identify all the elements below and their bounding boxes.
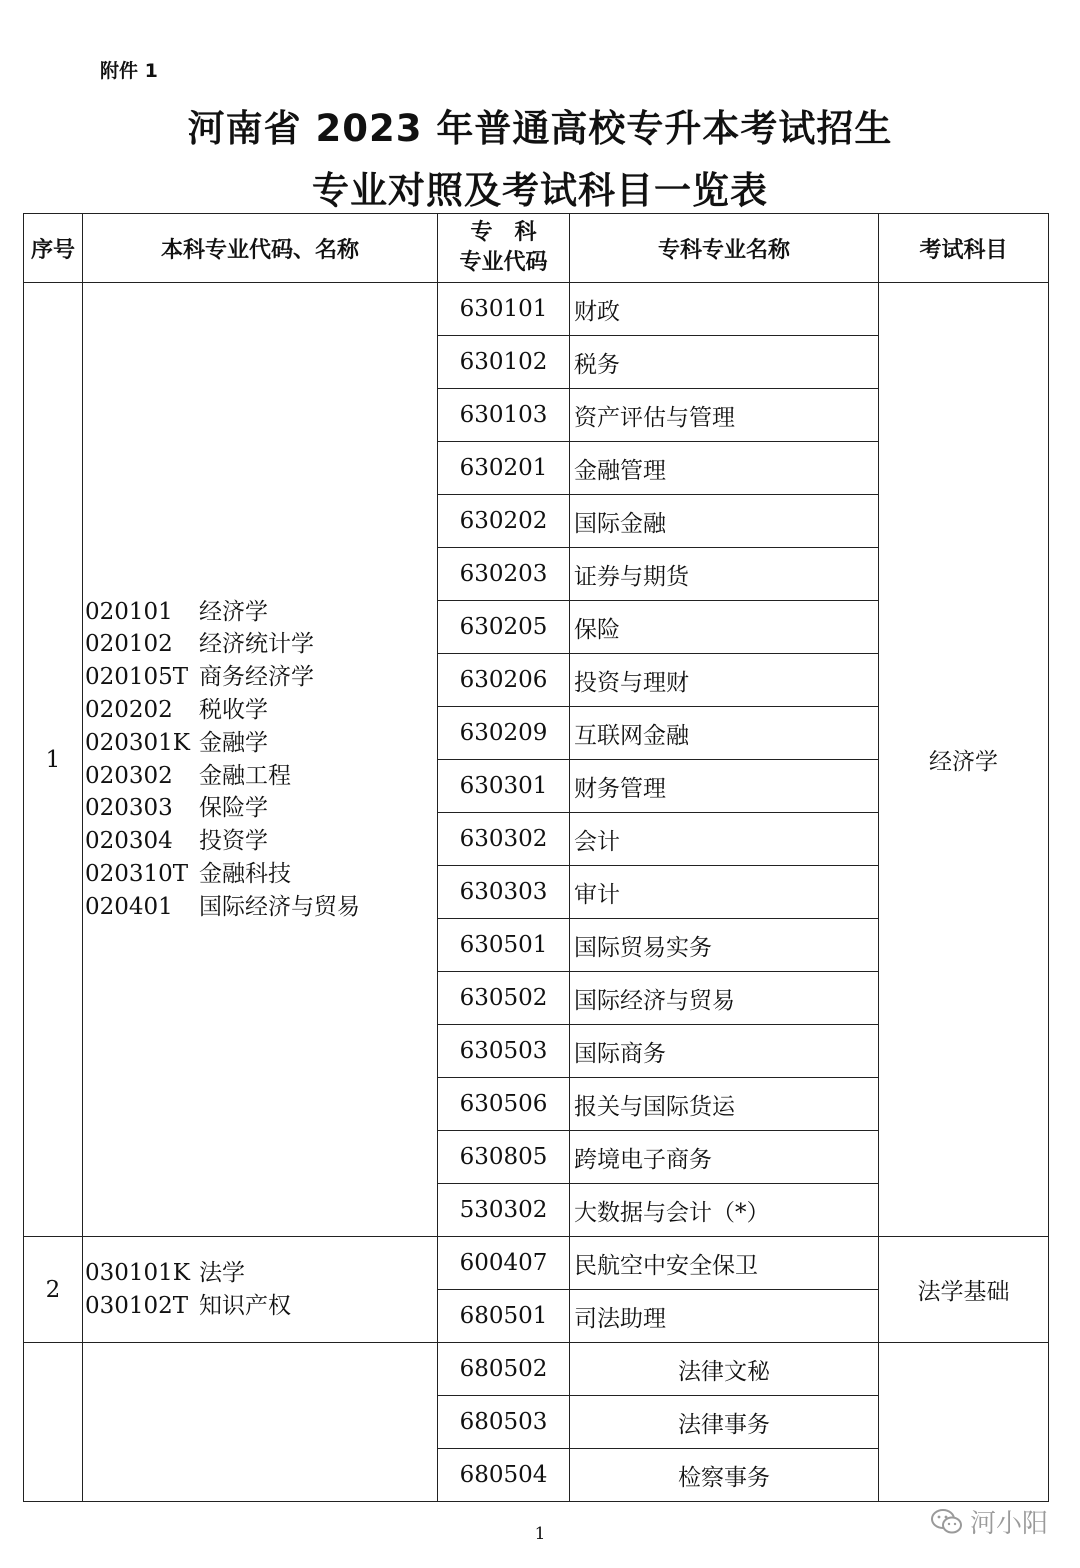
bachelor-major-item [85,661,437,694]
bachelor-majors-cell [83,1237,438,1343]
junior-major-code: 600407 [438,1237,570,1290]
bachelor-major-name: 金融工程 [199,762,291,789]
junior-major-name: 保险 [570,601,879,654]
page-number: 1 [534,1524,546,1544]
junior-major-code: 630301 [438,760,570,813]
bachelor-major-code: 020101 [85,598,173,625]
junior-major-name: 司法助理 [570,1290,879,1343]
bachelor-majors-cell [83,1343,438,1502]
bachelor-major-item [85,760,437,793]
exam-subject-cell: 经济学 [879,283,1049,1237]
bachelor-major-name: 投资学 [199,828,268,855]
bachelor-major-code: 020202 [85,696,173,723]
bachelor-major-name: 法学 [199,1259,245,1286]
bachelor-major-code: 020304 [85,828,173,855]
wechat-icon [930,1508,964,1536]
junior-major-code: 680504 [438,1449,570,1502]
junior-major-name: 互联网金融 [570,707,879,760]
bachelor-major-code: 020310T [85,860,189,887]
table-row [24,283,1049,336]
junior-major-name: 国际经济与贸易 [570,972,879,1025]
header-junior-name: 专科专业名称 [570,214,879,283]
junior-major-code: 680502 [438,1343,570,1396]
junior-major-code: 630302 [438,813,570,866]
major-table [23,213,1049,1502]
junior-major-name: 金融管理 [570,442,879,495]
junior-major-name: 财政 [570,283,879,336]
junior-major-name: 国际金融 [570,495,879,548]
header-junior-code-line1: 专 科 [470,220,537,245]
page-title-line1: 河南省 2023 年普通高校专升本考试招生 [187,107,893,150]
junior-major-name: 税务 [570,336,879,389]
bachelor-major-code: 020102 [85,631,173,658]
junior-major-name: 资产评估与管理 [570,389,879,442]
junior-major-name: 民航空中安全保卫 [570,1237,879,1290]
table-header-row [24,214,1049,283]
bachelor-major-name: 税收学 [199,696,268,723]
junior-major-code: 630502 [438,972,570,1025]
junior-major-code: 630503 [438,1025,570,1078]
bachelor-major-name: 经济统计学 [199,631,314,658]
junior-major-code: 630501 [438,919,570,972]
junior-major-code: 630805 [438,1131,570,1184]
bachelor-major-name: 经济学 [199,598,268,625]
exam-subject-cell [879,1343,1049,1502]
junior-major-name: 跨境电子商务 [570,1131,879,1184]
junior-major-code: 530302 [438,1184,570,1237]
junior-major-name: 审计 [570,866,879,919]
bachelor-major-name: 保险学 [199,795,268,822]
junior-major-name: 财务管理 [570,760,879,813]
bachelor-majors-cell [83,283,438,1237]
junior-major-name: 证券与期货 [570,548,879,601]
junior-major-code: 630202 [438,495,570,548]
junior-major-code: 630102 [438,336,570,389]
bachelor-major-code: 020301K [85,729,190,756]
junior-major-name: 大数据与会计（*） [570,1184,879,1237]
bachelor-major-code: 020303 [85,795,173,822]
bachelor-major-code: 030101K [85,1259,190,1286]
bachelor-major-name: 金融学 [199,729,268,756]
header-bachelor: 本科专业代码、名称 [83,214,438,283]
junior-major-name: 投资与理财 [570,654,879,707]
bachelor-major-item [85,694,437,727]
junior-major-name: 报关与国际货运 [570,1078,879,1131]
seq-cell: 1 [24,283,83,1237]
bachelor-major-item [85,596,437,629]
junior-major-code: 680501 [438,1290,570,1343]
junior-major-name: 法律事务 [570,1396,879,1449]
junior-major-code: 630206 [438,654,570,707]
junior-major-name: 国际商务 [570,1025,879,1078]
junior-major-code: 630101 [438,283,570,336]
header-subject: 考试科目 [879,214,1049,283]
junior-major-code: 630205 [438,601,570,654]
table-row [24,1237,1049,1290]
bachelor-major-code: 020302 [85,762,173,789]
bachelor-major-code: 020105T [85,664,189,691]
bachelor-major-name: 知识产权 [199,1292,291,1319]
header-junior-code-line2: 专业代码 [459,250,548,275]
junior-major-name: 会计 [570,813,879,866]
junior-major-name: 国际贸易实务 [570,919,879,972]
bachelor-major-item [85,628,437,661]
header-junior-code [438,214,570,283]
bachelor-major-item [85,825,437,858]
bachelor-major-name: 国际经济与贸易 [199,893,360,920]
junior-major-code: 630506 [438,1078,570,1131]
bachelor-major-item [85,727,437,760]
page-title-line2: 专业对照及考试科目一览表 [312,169,768,212]
junior-major-code: 630203 [438,548,570,601]
bachelor-major-name: 商务经济学 [199,664,314,691]
watermark [930,1503,1048,1540]
bachelor-major-item [85,891,437,924]
table-row [24,1343,1049,1396]
header-seq: 序号 [24,214,83,283]
bachelor-major-name: 金融科技 [199,860,291,887]
junior-major-code: 680503 [438,1396,570,1449]
junior-major-name: 法律文秘 [570,1343,879,1396]
bachelor-major-code: 020401 [85,893,173,920]
seq-cell: 2 [24,1237,83,1343]
bachelor-major-item [85,1290,437,1323]
junior-major-code: 630303 [438,866,570,919]
bachelor-major-item [85,1257,437,1290]
junior-major-name: 检察事务 [570,1449,879,1502]
bachelor-major-item [85,792,437,825]
exam-subject-cell: 法学基础 [879,1237,1049,1343]
attachment-label: 附件 1 [100,60,158,82]
seq-cell [24,1343,83,1502]
junior-major-code: 630103 [438,389,570,442]
bachelor-major-item [85,858,437,891]
bachelor-major-code: 030102T [85,1292,189,1319]
junior-major-code: 630201 [438,442,570,495]
junior-major-code: 630209 [438,707,570,760]
watermark-text: 河小阳 [970,1509,1049,1539]
